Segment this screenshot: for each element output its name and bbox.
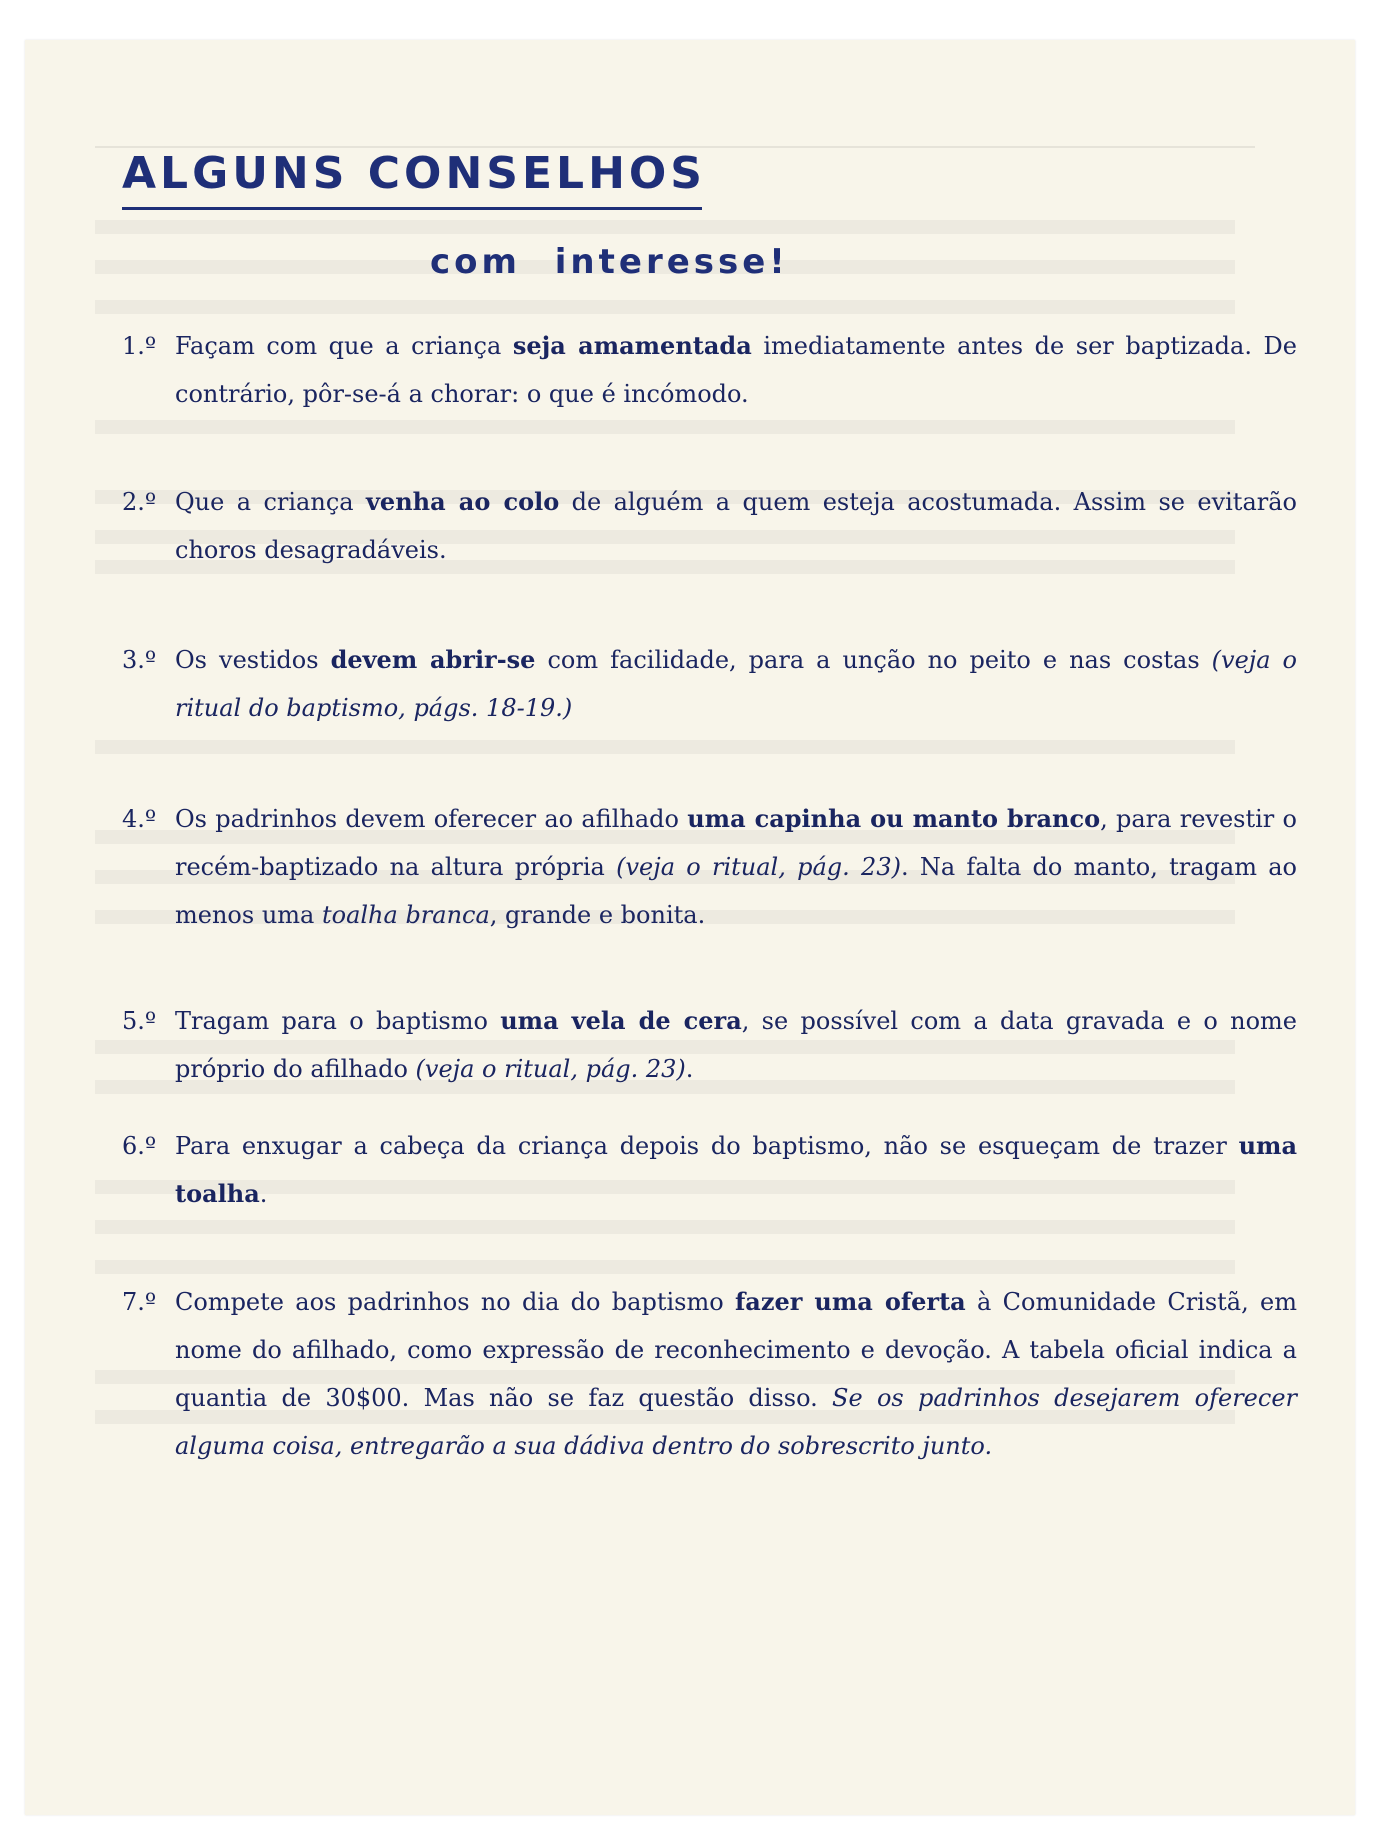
text-run: com facilidade, para a unção no peito e nas costas [535, 646, 1212, 674]
advice-number: 3.º [122, 646, 157, 674]
text-run: , grande e bonita. [489, 901, 706, 929]
advice-number: 7.º [122, 1288, 157, 1316]
emphasis-text: uma capinha ou manto branco [687, 804, 1101, 833]
emphasis-text: seja amamentada [512, 331, 752, 360]
advice-item [122, 795, 1297, 939]
emphasis-text: venha ao colo [365, 487, 560, 516]
reference-text: (veja o ritual do baptismo, págs. 18-19.) [175, 646, 1298, 722]
advice-number: 1.º [122, 332, 157, 360]
page-title: ALGUNS CONSELHOS [122, 148, 706, 199]
advice-text [175, 997, 1297, 1093]
text-run: . [259, 1180, 268, 1208]
advice-text [175, 478, 1297, 574]
emphasis-text: devem abrir-se [330, 645, 536, 674]
document-page [25, 40, 1355, 1815]
advice-number: 4.º [122, 805, 157, 833]
reference-text: (veja o ritual, pág. 23) [415, 1055, 686, 1083]
reference-text: (veja o ritual, pág. 23) [616, 853, 901, 881]
text-run: de alguém a quem esteja acostumada. Assim se evitarão choros desagradáveis. [175, 488, 1297, 564]
title-underline [122, 207, 702, 210]
advice-text [175, 1278, 1297, 1470]
text-run: . Na falta do manto, tragam ao menos uma [175, 853, 1297, 929]
text-run: imediatamente antes de ser baptizada. De contrário, pôr-se-á a chorar: o que é incómodo. [175, 332, 1297, 408]
text-run: Compete aos padrinhos no dia do baptismo [175, 1288, 735, 1316]
text-run: Que a criança [175, 488, 366, 516]
text-run: Os vestidos [175, 646, 331, 674]
advice-text [175, 636, 1297, 732]
page-subtitle: com interesse! [430, 242, 789, 282]
text-run: , se possível com a data gravada e o nome próprio do afilhado [175, 1007, 1298, 1083]
advice-number: 6.º [122, 1132, 157, 1160]
advice-text [175, 1122, 1297, 1218]
advice-item [122, 997, 1297, 1093]
text-run: Tragam para o baptismo [175, 1007, 501, 1035]
advice-item [122, 636, 1297, 732]
text-run: Façam com que a criança [175, 332, 513, 360]
advice-text [175, 322, 1297, 418]
text-run: Os padrinhos devem oferecer ao afilhado [175, 805, 688, 833]
text-run: , para revestir o recém-baptizado na altura própria [175, 805, 1297, 881]
emphasis-text: uma toalha [175, 1131, 1297, 1208]
document-content [25, 40, 1355, 1815]
text-run: . [685, 1055, 694, 1083]
emphasis-text: uma vela de cera [500, 1006, 742, 1035]
advice-number: 2.º [122, 488, 157, 516]
emphasis-text: fazer uma oferta [734, 1287, 966, 1316]
reference-text: Se os padrinhos desejarem oferecer alguma coisa, entregarão a sua dádiva dentro do sobrescrito junto. [175, 1384, 1298, 1460]
advice-item [122, 1122, 1297, 1218]
text-run: à Comunidade Cristã, em nome do afilhado, como expressão de reconhecimento e devoção. A tabela oficial indica a quantia de 30$00. Mas não se faz questão disso. [175, 1288, 1297, 1412]
text-run: Para enxugar a cabeça da criança depois do baptismo, não se esqueçam de trazer [175, 1132, 1239, 1160]
advice-number: 5.º [122, 1007, 157, 1035]
advice-item [122, 322, 1297, 418]
advice-text [175, 795, 1297, 939]
reference-text: toalha branca [321, 901, 490, 929]
advice-item [122, 1278, 1297, 1470]
advice-item [122, 478, 1297, 574]
